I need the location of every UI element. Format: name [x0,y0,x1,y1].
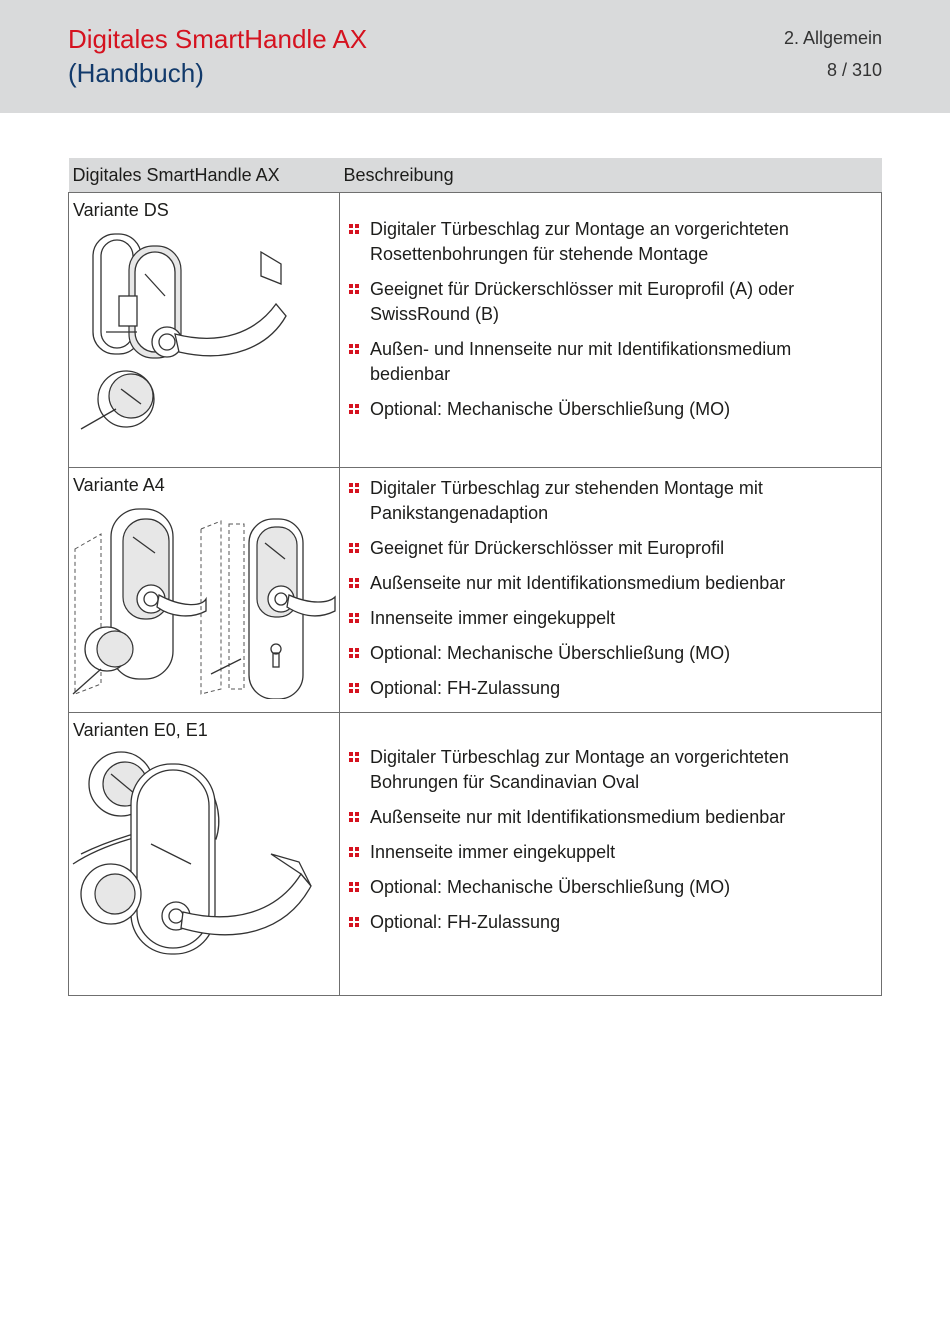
variants-table [68,158,882,996]
smarthandle-a4-illustration [71,499,337,699]
chapter-label: 2. Allgemein [783,28,882,48]
list-item: Optional: Mechanische Überschließung (MO) [340,397,873,422]
list-item: Innenseite immer eingekuppelt [340,840,873,865]
column-header-description: Beschreibung [340,158,882,193]
list-item: Digitaler Türbeschlag zur Montage an vorgerichteten Rosettenbohrungen für stehende Montage [340,217,873,267]
table-row [69,713,882,996]
list-item: Optional: Mechanische Überschließung (MO) [340,875,873,900]
bullet-icon [349,613,360,624]
bullet-icon [349,917,360,928]
table-header-row [69,158,882,193]
table-row [69,193,882,468]
list-item: Digitaler Türbeschlag zur Montage an vorgerichteten Bohrungen für Scandinavian Oval [340,745,873,795]
table-row [69,468,882,713]
list-item: Außenseite nur mit Identifikationsmedium bedienbar [340,571,873,596]
bullet-icon [349,344,360,355]
list-item: Optional: FH-Zulassung [340,676,873,701]
bullet-icon [349,543,360,554]
page-number: 8 / 310 [826,60,882,80]
bullet-icon [349,882,360,893]
page-header [0,0,950,113]
feature-list [340,476,881,701]
feature-list [340,217,881,422]
document-subtitle: (Handbuch) [68,58,204,88]
list-item: Geeignet für Drückerschlösser mit Europrofil (A) oder SwissRound (B) [340,277,873,327]
variant-label: Variante A4 [73,475,165,495]
bullet-icon [349,483,360,494]
list-item: Geeignet für Drückerschlösser mit Europrofil [340,536,873,561]
list-item: Optional: FH-Zulassung [340,910,873,935]
bullet-icon [349,224,360,235]
description-cell [340,468,882,713]
bullet-icon [349,847,360,858]
bullet-icon [349,683,360,694]
list-item: Außenseite nur mit Identifikationsmedium bedienbar [340,805,873,830]
smarthandle-e0-e1-illustration [71,744,321,959]
variant-cell [69,713,340,996]
bullet-icon [349,648,360,659]
variant-label: Varianten E0, E1 [73,720,208,740]
bullet-icon [349,752,360,763]
list-item: Optional: Mechanische Überschließung (MO) [340,641,873,666]
description-cell [340,713,882,996]
column-header-product: Digitales SmartHandle AX [69,158,340,193]
variant-cell [69,193,340,468]
smarthandle-ds-illustration [71,224,311,434]
bullet-icon [349,404,360,415]
list-item: Außen- und Innenseite nur mit Identifikationsmedium bedienbar [340,337,873,387]
variant-cell [69,468,340,713]
description-cell [340,193,882,468]
bullet-icon [349,284,360,295]
variant-label: Variante DS [73,200,169,220]
feature-list [340,745,881,935]
document-title: Digitales SmartHandle AX [68,24,368,54]
bullet-icon [349,812,360,823]
bullet-icon [349,578,360,589]
list-item: Digitaler Türbeschlag zur stehenden Montage mit Panikstangenadaption [340,476,873,526]
list-item: Innenseite immer eingekuppelt [340,606,873,631]
